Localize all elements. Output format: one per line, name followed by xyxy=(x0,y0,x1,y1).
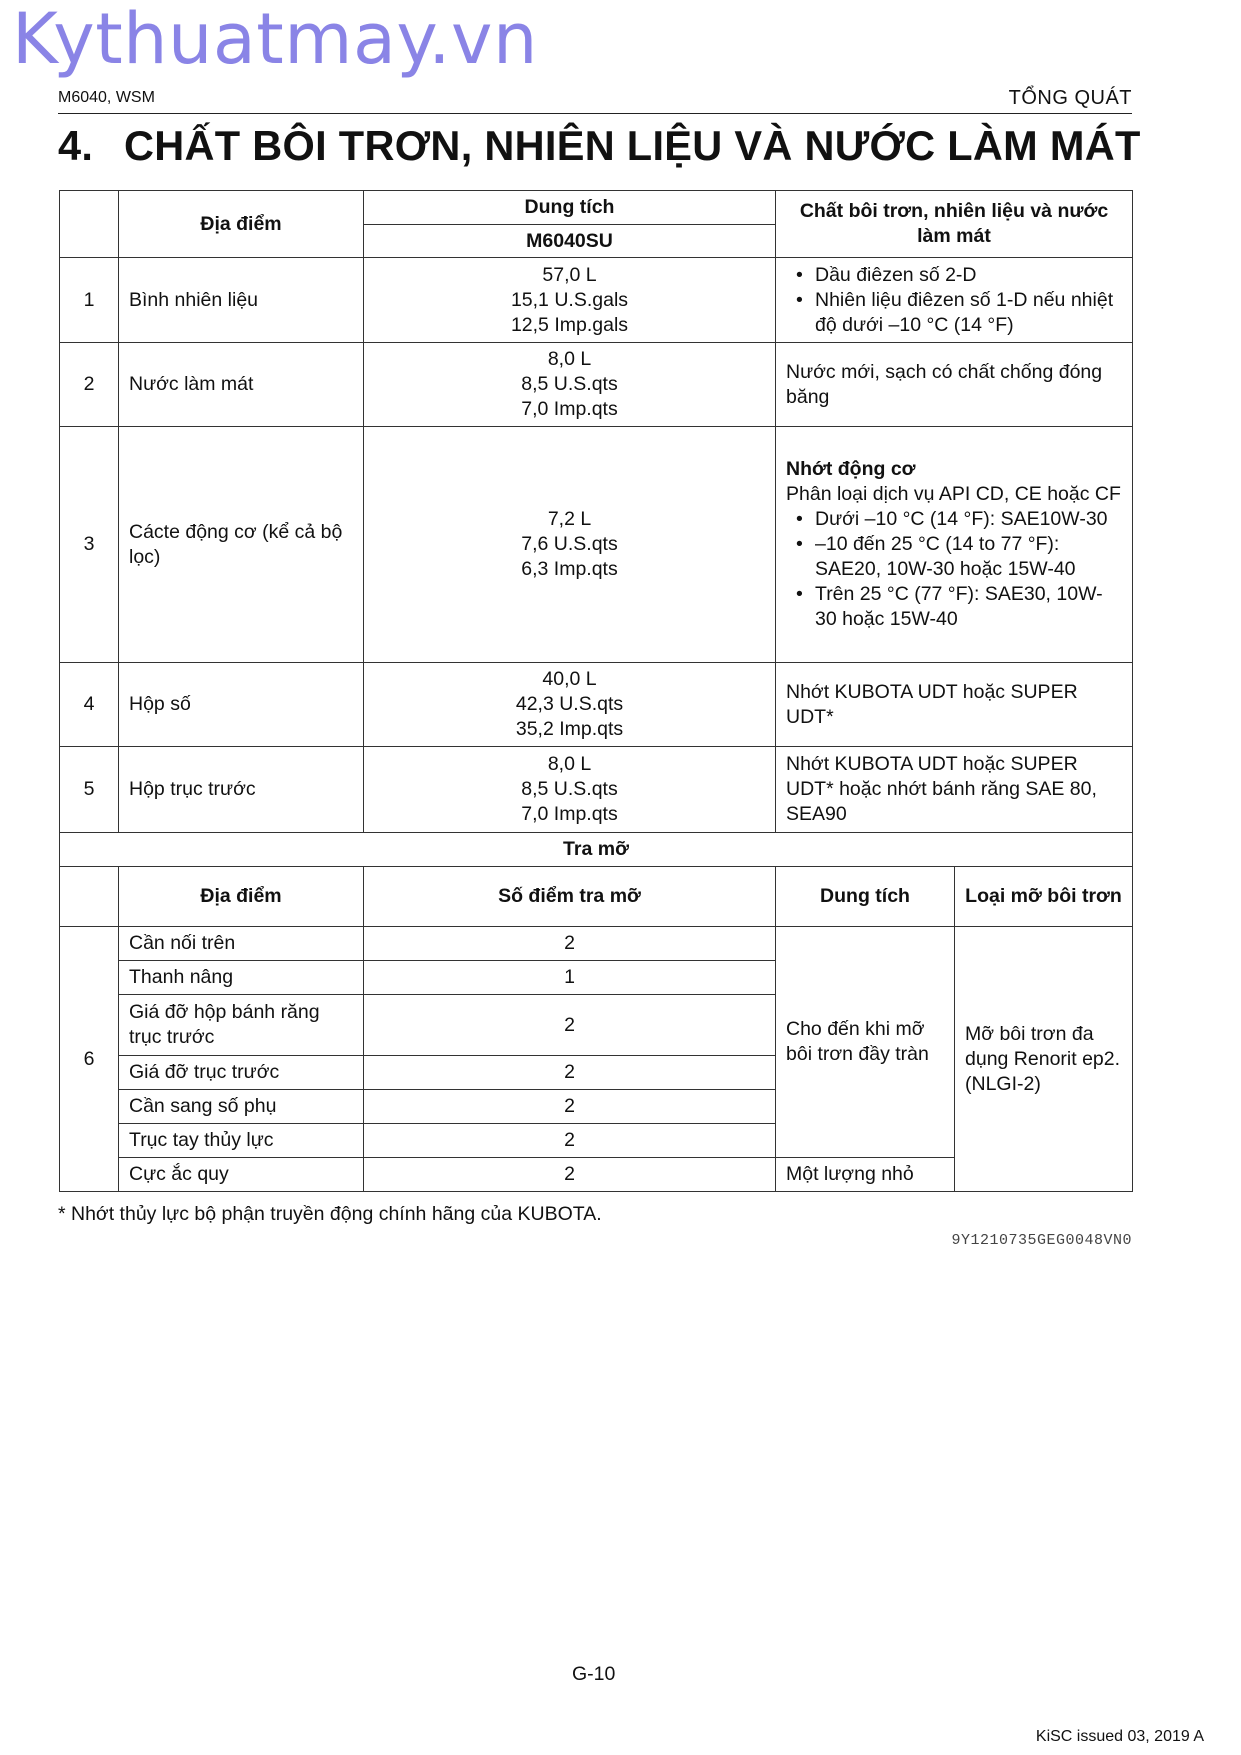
document-code: 9Y1210735GEG0048VN0 xyxy=(951,1232,1132,1249)
row-number: 2 xyxy=(60,343,119,427)
list-item: • –10 đến 25 °C (14 to 77 °F): SAE20, 10W-30 hoặc 15W-40 xyxy=(786,532,1122,582)
grease-capacity-small: Một lượng nhỏ xyxy=(776,1158,955,1192)
row-capacity xyxy=(364,258,776,343)
header-section: TỔNG QUÁT xyxy=(1008,87,1132,109)
grease-points: 2 xyxy=(364,995,776,1056)
header-model: M6040, WSM xyxy=(58,89,155,106)
header-location: Địa điểm xyxy=(119,191,364,258)
header-rule xyxy=(58,113,1132,114)
header-lubricant: Chất bôi trơn, nhiên liệu và nước làm mát xyxy=(776,191,1133,258)
lubricant-table xyxy=(59,190,1133,1192)
row-lubricant: Nhớt KUBOTA UDT hoặc SUPER UDT* hoặc nhớt bánh răng SAE 80, SEA90 xyxy=(776,747,1133,833)
list-item: • Dầu điêzen số 2-D xyxy=(786,263,1122,288)
row-lubricant: Nhớt KUBOTA UDT hoặc SUPER UDT* xyxy=(776,663,1133,747)
row-lubricant xyxy=(776,427,1133,663)
capacity-line: 35,2 Imp.qts xyxy=(515,718,624,740)
grease-location: Trục tay thủy lực xyxy=(119,1124,364,1158)
capacity-line: 15,1 U.S.gals xyxy=(510,288,629,311)
table-row xyxy=(60,258,1133,343)
capacity-line: 12,5 Imp.gals xyxy=(510,313,629,336)
capacity-line: 42,3 U.S.qts xyxy=(515,693,624,715)
lubricant-list xyxy=(786,263,1122,338)
grease-title: Tra mỡ xyxy=(60,833,1133,867)
row-capacity xyxy=(364,747,776,833)
row-number: 4 xyxy=(60,663,119,747)
capacity-line: 8,0 L xyxy=(547,753,592,775)
grease-header-points: Số điểm tra mỡ xyxy=(364,867,776,927)
table-row xyxy=(60,343,1133,427)
row-lubricant xyxy=(776,258,1133,343)
header-capacity: Dung tích xyxy=(364,191,776,225)
capacity-line: 8,5 U.S.qts xyxy=(521,778,618,800)
grease-header-no-cell xyxy=(60,867,119,927)
row-location: Cácte động cơ (kể cả bộ lọc) xyxy=(119,427,364,663)
header-no-cell xyxy=(60,191,119,258)
row-capacity xyxy=(364,343,776,427)
capacity-line: 40,0 L xyxy=(542,668,597,690)
grease-capacity: Cho đến khi mỡ bôi trơn đầy tràn xyxy=(776,927,955,1158)
grease-type: Mỡ bôi trơn đa dụng Renorit ep2. (NLGI-2) xyxy=(955,927,1133,1192)
lubricant-list xyxy=(786,507,1122,632)
row-number: 3 xyxy=(60,427,119,663)
lubricant-text: Phân loại dịch vụ API CD, CE hoặc CF xyxy=(786,483,1121,505)
row-number: 1 xyxy=(60,258,119,343)
grease-location: Giá đỡ hộp bánh răng trục trước xyxy=(119,995,364,1056)
table-row xyxy=(60,927,1133,961)
row-location: Bình nhiên liệu xyxy=(119,258,364,343)
grease-location: Giá đỡ trục trước xyxy=(119,1056,364,1090)
row-location: Hộp trục trước xyxy=(119,747,364,833)
capacity-line: 7,0 Imp.qts xyxy=(521,803,618,825)
row-capacity xyxy=(364,663,776,747)
grease-header-capacity: Dung tích xyxy=(776,867,955,927)
page-title xyxy=(58,122,1141,170)
row-location: Nước làm mát xyxy=(119,343,364,427)
grease-location: Cần sang số phụ xyxy=(119,1090,364,1124)
grease-header-row xyxy=(60,867,1133,927)
grease-points: 2 xyxy=(364,1056,776,1090)
title-number: 4. xyxy=(58,122,94,169)
grease-points: 2 xyxy=(364,1124,776,1158)
table-row xyxy=(60,663,1133,747)
capacity-line: 8,5 U.S.qts xyxy=(521,373,618,395)
header-model: M6040SU xyxy=(364,225,776,258)
table-header-row xyxy=(60,191,1133,225)
row-location: Hộp số xyxy=(119,663,364,747)
capacity-line: 7,2 L xyxy=(547,508,592,530)
table-row xyxy=(60,427,1133,663)
grease-points: 2 xyxy=(364,927,776,961)
capacity-line: 8,0 L xyxy=(547,348,592,370)
list-item: • Trên 25 °C (77 °F): SAE30, 10W-30 hoặc 15W-40 xyxy=(786,582,1122,632)
grease-title-row xyxy=(60,833,1133,867)
capacity-line: 7,0 Imp.qts xyxy=(521,398,618,420)
footnote: * Nhớt thủy lực bộ phận truyền động chính hãng của KUBOTA. xyxy=(58,1203,602,1225)
grease-points: 2 xyxy=(364,1090,776,1124)
grease-header-location: Địa điểm xyxy=(119,867,364,927)
list-item: • Nhiên liệu điêzen số 1-D nếu nhiệt độ dưới –10 °C (14 °F) xyxy=(786,288,1122,338)
grease-header-type: Loại mỡ bôi trơn xyxy=(955,867,1133,927)
title-text: CHẤT BÔI TRƠN, NHIÊN LIỆU VÀ NƯỚC LÀM MÁT xyxy=(124,122,1141,169)
list-item: • Dưới –10 °C (14 °F): SAE10W-30 xyxy=(786,507,1122,532)
grease-location: Cần nối trên xyxy=(119,927,364,961)
grease-location: Cực ắc quy xyxy=(119,1158,364,1192)
page-number: G-10 xyxy=(572,1663,616,1685)
table-row xyxy=(60,747,1133,833)
row-capacity xyxy=(364,427,776,663)
row-lubricant: Nước mới, sạch có chất chống đóng băng xyxy=(776,343,1133,427)
capacity-line: 6,3 Imp.qts xyxy=(521,558,618,580)
watermark: Kythuatmay.vn xyxy=(12,0,538,80)
grease-points: 2 xyxy=(364,1158,776,1192)
row-number: 6 xyxy=(60,927,119,1192)
capacity-line: 7,6 U.S.qts xyxy=(521,533,618,555)
grease-points: 1 xyxy=(364,961,776,995)
lubricant-heading: Nhớt động cơ xyxy=(786,458,916,480)
row-number: 5 xyxy=(60,747,119,833)
grease-location: Thanh nâng xyxy=(119,961,364,995)
capacity-line: 57,0 L xyxy=(542,263,597,286)
issued-label: KiSC issued 03, 2019 A xyxy=(1035,1728,1204,1745)
